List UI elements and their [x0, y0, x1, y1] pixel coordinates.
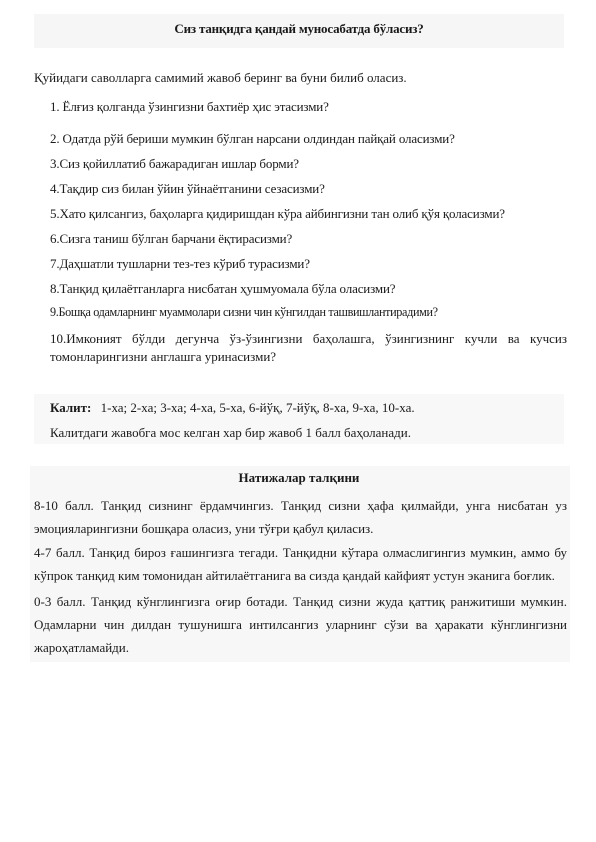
answer-key — [50, 400, 415, 416]
key-note: Калитдаги жавобга мос келган хар бир жавоб 1 балл баҳоланади. — [50, 425, 411, 440]
result-0-3: 0-3 балл. Танқид кўнглингизга оғир ботади. Танқид сизни жуда қаттиқ ранжитиши мумкин. Одамларни чин дилдан тушунишга интилсангиз уларнинг сўзи ва ҳаракати кўнглингизни жароҳатламайди. — [34, 594, 567, 655]
document-title: Сиз танқидга қандай муносабатда бўласиз? — [174, 21, 424, 36]
intro-text: Қуйидаги саволларга самимий жавоб беринг ва буни билиб оласиз. — [34, 70, 407, 85]
question-9: 9.Бошқа одамларнинг муаммолари сизни чин кўнгилдан ташвишлантирадими? — [50, 305, 438, 319]
question-2: 2. Одатда рўй бериши мумкин бўлган нарсани олдиндан пайқай оласизми? — [50, 131, 455, 146]
result-4-7: 4-7 балл. Танқид бироз ғашингизга тегади. Танқидни кўтара олмаслигингиз мумкин, аммо бу кўпрок танқид ким томонидан айтилаётганига ва сизда қандай кайфият устун эканига боғлик. — [34, 545, 567, 583]
question-10-line-1: 10.Имконият бўлди дегунча ўз-ўзингизни баҳолашга, ўзингизнинг кучли ва кучсиз — [50, 331, 567, 346]
key-answers: 1-ха; 2-ха; 3-ха; 4-ха, 5-ха, 6-йўқ, 7-йўқ, 8-ха, 9-ха, 10-ха. — [100, 400, 415, 415]
question-7: 7.Даҳшатли тушларни тез-тез кўриб турасизми? — [50, 256, 310, 271]
results-title: Натижалар талқини — [238, 470, 360, 485]
question-10-line-2: томонларингизни англашга уринасизми? — [50, 349, 277, 364]
question-6: 6.Сизга таниш бўлган барчани ёқтирасизми? — [50, 231, 293, 246]
question-4: 4.Тақдир сиз билан ўйин ўйнаётганини сезасизми? — [50, 181, 325, 196]
question-1: 1. Ёлғиз қолганда ўзингизни бахтиёр ҳис этасизми? — [50, 99, 329, 114]
question-8: 8.Танқид қилаётганларга нисбатан ҳушмуомала бўла оласизми? — [50, 281, 396, 296]
result-8-10: 8-10 балл. Танқид сизнинг ёрдамчингиз. Танқид сизни ҳафа қилмайди, унга нисбатан уз эмоцияларингизни бошқара оласиз, уни тўғри қабул қиласиз. — [34, 498, 567, 536]
key-label: Калит: — [50, 400, 92, 415]
question-5: 5.Хато қилсангиз, баҳоларга қидиришдан кўра айбингизни тан олиб қўя қоласизми? — [50, 206, 505, 221]
question-3: 3.Сиз қойиллатиб бажарадиган ишлар борми? — [50, 156, 299, 171]
